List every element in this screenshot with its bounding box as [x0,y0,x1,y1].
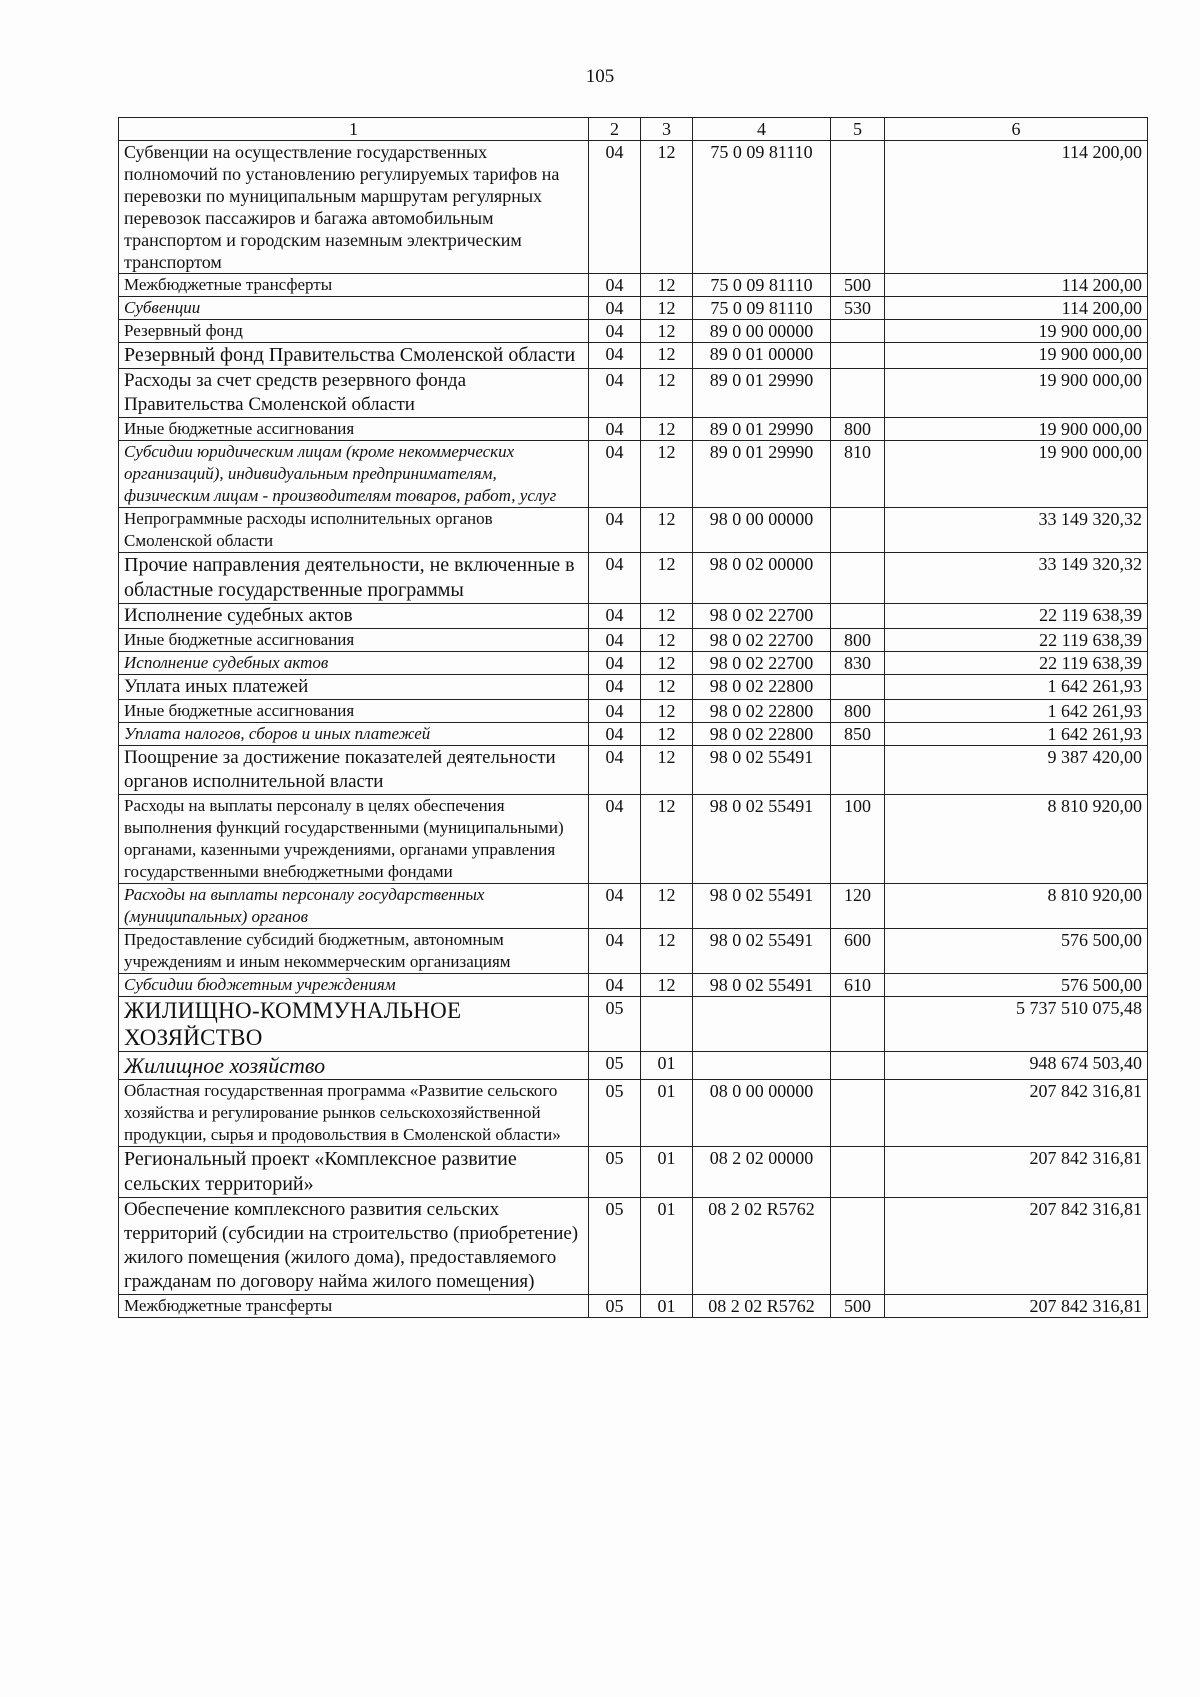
cell-section: 04 [589,141,641,274]
cell-name: Межбюджетные трансферты [119,274,589,297]
cell-section: 04 [589,652,641,675]
header-col-target-article: 4 [693,118,831,141]
cell-name: Иные бюджетные ассигнования [119,418,589,441]
cell-amount: 19 900 000,00 [885,343,1148,369]
cell-expense-type: 800 [831,700,885,723]
cell-target-article: 98 0 02 55491 [693,884,831,929]
table-row [119,652,1148,675]
cell-target-article: 75 0 09 81110 [693,141,831,274]
cell-target-article: 08 2 02 R5762 [693,1198,831,1295]
table-row [119,723,1148,746]
cell-amount: 33 149 320,32 [885,553,1148,604]
cell-section: 04 [589,974,641,997]
cell-name: Жилищное хозяйство [119,1052,589,1080]
cell-section: 05 [589,1198,641,1295]
cell-amount: 207 842 316,81 [885,1147,1148,1198]
cell-subsection: 12 [641,141,693,274]
cell-subsection: 01 [641,1052,693,1080]
cell-section: 04 [589,604,641,629]
cell-amount: 948 674 503,40 [885,1052,1148,1080]
cell-section: 04 [589,700,641,723]
cell-subsection: 12 [641,604,693,629]
cell-target-article: 98 0 00 00000 [693,508,831,553]
cell-expense-type: 500 [831,274,885,297]
cell-section: 04 [589,369,641,418]
cell-amount: 9 387 420,00 [885,746,1148,795]
cell-subsection: 12 [641,343,693,369]
cell-name: Межбюджетные трансферты [119,1295,589,1318]
cell-subsection: 01 [641,1147,693,1198]
table-row [119,746,1148,795]
cell-amount: 576 500,00 [885,974,1148,997]
cell-target-article: 89 0 01 29990 [693,369,831,418]
cell-name: Исполнение судебных актов [119,652,589,675]
cell-name: Региональный проект «Комплексное развитие сельских территорий» [119,1147,589,1198]
cell-subsection: 12 [641,929,693,974]
cell-name: Областная государственная программа «Развитие сельского хозяйства и регулирование рынков сельскохозяйственной продукции, сырья и продовольствия в Смоленской области» [119,1080,589,1147]
cell-amount: 207 842 316,81 [885,1080,1148,1147]
cell-subsection: 12 [641,441,693,508]
cell-amount: 114 200,00 [885,274,1148,297]
cell-target-article: 98 0 02 22800 [693,675,831,700]
cell-expense-type: 600 [831,929,885,974]
header-col-expense-type: 5 [831,118,885,141]
cell-subsection: 12 [641,320,693,343]
cell-subsection: 12 [641,418,693,441]
cell-section: 04 [589,343,641,369]
cell-section: 04 [589,320,641,343]
table-row [119,884,1148,929]
cell-expense-type: 850 [831,723,885,746]
cell-target-article: 89 0 01 29990 [693,441,831,508]
cell-target-article: 08 2 02 00000 [693,1147,831,1198]
cell-name: Исполнение судебных актов [119,604,589,629]
cell-expense-type [831,604,885,629]
cell-target-article: 98 0 02 22700 [693,604,831,629]
cell-section: 04 [589,929,641,974]
cell-subsection: 12 [641,675,693,700]
cell-expense-type: 530 [831,297,885,320]
cell-name: Резервный фонд Правительства Смоленской области [119,343,589,369]
table-row [119,675,1148,700]
cell-expense-type: 830 [831,652,885,675]
cell-section: 05 [589,1080,641,1147]
cell-name: Уплата налогов, сборов и иных платежей [119,723,589,746]
cell-target-article: 98 0 02 22700 [693,629,831,652]
table-row [119,369,1148,418]
cell-name: Субсидии бюджетным учреждениям [119,974,589,997]
cell-section: 04 [589,884,641,929]
cell-subsection: 12 [641,508,693,553]
cell-amount: 33 149 320,32 [885,508,1148,553]
cell-section: 04 [589,508,641,553]
page-number: 105 [585,66,615,87]
cell-expense-type [831,508,885,553]
table-row [119,929,1148,974]
cell-amount: 1 642 261,93 [885,723,1148,746]
cell-expense-type: 800 [831,629,885,652]
cell-section: 05 [589,997,641,1052]
cell-target-article: 08 2 02 R5762 [693,1295,831,1318]
cell-name: Уплата иных платежей [119,675,589,700]
cell-expense-type [831,141,885,274]
cell-amount: 8 810 920,00 [885,795,1148,884]
table-row [119,508,1148,553]
cell-target-article: 98 0 02 55491 [693,929,831,974]
cell-expense-type [831,553,885,604]
cell-name: Расходы на выплаты персоналу в целях обеспечения выполнения функций государственными (муниципальными) органами, казенными учреждениями, органами управления государственными внебюджетными фондами [119,795,589,884]
cell-subsection: 12 [641,369,693,418]
cell-subsection: 12 [641,795,693,884]
table-row [119,343,1148,369]
cell-section: 05 [589,1295,641,1318]
table-row [119,1295,1148,1318]
cell-expense-type: 100 [831,795,885,884]
cell-section: 04 [589,675,641,700]
cell-target-article: 75 0 09 81110 [693,274,831,297]
cell-expense-type [831,1198,885,1295]
cell-expense-type: 500 [831,1295,885,1318]
cell-amount: 5 737 510 075,48 [885,997,1148,1052]
cell-target-article: 98 0 02 00000 [693,553,831,604]
table-row [119,297,1148,320]
table-row [119,274,1148,297]
cell-expense-type: 810 [831,441,885,508]
cell-section: 04 [589,629,641,652]
cell-amount: 19 900 000,00 [885,441,1148,508]
cell-expense-type [831,1052,885,1080]
cell-name: Прочие направления деятельности, не включенные в областные государственные программы [119,553,589,604]
header-row [119,118,1148,141]
cell-section: 04 [589,274,641,297]
cell-expense-type: 800 [831,418,885,441]
cell-section: 04 [589,441,641,508]
cell-expense-type [831,1080,885,1147]
cell-target-article: 98 0 02 55491 [693,746,831,795]
table-row [119,553,1148,604]
cell-amount: 207 842 316,81 [885,1198,1148,1295]
cell-expense-type [831,675,885,700]
table-body [119,141,1148,1318]
cell-amount: 19 900 000,00 [885,320,1148,343]
cell-amount: 576 500,00 [885,929,1148,974]
cell-section: 04 [589,723,641,746]
cell-amount: 8 810 920,00 [885,884,1148,929]
cell-name: Резервный фонд [119,320,589,343]
cell-amount: 114 200,00 [885,141,1148,274]
cell-amount: 22 119 638,39 [885,629,1148,652]
cell-section: 05 [589,1052,641,1080]
cell-subsection: 12 [641,700,693,723]
cell-subsection: 12 [641,274,693,297]
table-row [119,1147,1148,1198]
cell-expense-type [831,746,885,795]
cell-expense-type [831,1147,885,1198]
cell-expense-type: 120 [831,884,885,929]
cell-name: Расходы на выплаты персоналу государственных (муниципальных) органов [119,884,589,929]
header-col-section: 2 [589,118,641,141]
cell-name: Субвенции на осуществление государственных полномочий по установлению регулируемых тарифов на перевозки по муниципальным маршрутам регулярных перевозок пассажиров и багажа автомобильным транспортом и городским наземным электрическим транспортом [119,141,589,274]
cell-name: Поощрение за достижение показателей деятельности органов исполнительной власти [119,746,589,795]
table-row [119,795,1148,884]
cell-target-article [693,1052,831,1080]
cell-subsection: 12 [641,629,693,652]
cell-name: Субсидии юридическим лицам (кроме некоммерческих организаций), индивидуальным предпринимателям, физическим лицам - производителям товаров, работ, услуг [119,441,589,508]
cell-amount: 19 900 000,00 [885,369,1148,418]
cell-target-article: 89 0 00 00000 [693,320,831,343]
budget-table [118,117,1148,1318]
cell-name: Предоставление субсидий бюджетным, автономным учреждениям и иным некоммерческим организациям [119,929,589,974]
cell-section: 04 [589,418,641,441]
cell-amount: 22 119 638,39 [885,604,1148,629]
cell-subsection: 12 [641,974,693,997]
cell-subsection: 01 [641,1080,693,1147]
cell-name: Расходы за счет средств резервного фонда Правительства Смоленской области [119,369,589,418]
cell-subsection [641,997,693,1052]
cell-target-article: 98 0 02 22700 [693,652,831,675]
cell-name: Иные бюджетные ассигнования [119,629,589,652]
cell-section: 04 [589,795,641,884]
header-col-amount: 6 [885,118,1148,141]
cell-name: Непрограммные расходы исполнительных органов Смоленской области [119,508,589,553]
cell-section: 04 [589,553,641,604]
table-row [119,629,1148,652]
cell-amount: 114 200,00 [885,297,1148,320]
cell-target-article: 89 0 01 00000 [693,343,831,369]
cell-target-article: 98 0 02 55491 [693,795,831,884]
cell-expense-type [831,343,885,369]
cell-target-article: 98 0 02 22800 [693,723,831,746]
cell-expense-type: 610 [831,974,885,997]
cell-section: 04 [589,297,641,320]
cell-target-article: 98 0 02 55491 [693,974,831,997]
cell-target-article: 75 0 09 81110 [693,297,831,320]
table-row [119,997,1148,1052]
cell-name: Иные бюджетные ассигнования [119,700,589,723]
table-row [119,1052,1148,1080]
table-header [119,118,1148,141]
table-row [119,700,1148,723]
cell-subsection: 12 [641,553,693,604]
header-col-subsection: 3 [641,118,693,141]
table-row [119,418,1148,441]
cell-subsection: 12 [641,884,693,929]
cell-target-article [693,997,831,1052]
cell-target-article: 98 0 02 22800 [693,700,831,723]
table-row [119,1080,1148,1147]
table-row [119,320,1148,343]
table-row [119,974,1148,997]
cell-amount: 19 900 000,00 [885,418,1148,441]
cell-subsection: 12 [641,297,693,320]
cell-amount: 1 642 261,93 [885,675,1148,700]
cell-name: Субвенции [119,297,589,320]
cell-amount: 1 642 261,93 [885,700,1148,723]
cell-subsection: 01 [641,1295,693,1318]
cell-target-article: 89 0 01 29990 [693,418,831,441]
cell-expense-type [831,369,885,418]
table-row [119,141,1148,274]
cell-subsection: 12 [641,652,693,675]
table-row [119,441,1148,508]
table-row [119,1198,1148,1295]
cell-section: 04 [589,746,641,795]
cell-expense-type [831,997,885,1052]
cell-expense-type [831,320,885,343]
table-row [119,604,1148,629]
cell-amount: 22 119 638,39 [885,652,1148,675]
cell-section: 05 [589,1147,641,1198]
header-col-name: 1 [119,118,589,141]
cell-target-article: 08 0 00 00000 [693,1080,831,1147]
cell-subsection: 01 [641,1198,693,1295]
cell-amount: 207 842 316,81 [885,1295,1148,1318]
cell-subsection: 12 [641,723,693,746]
cell-name: ЖИЛИЩНО-КОММУНАЛЬНОЕ ХОЗЯЙСТВО [119,997,589,1052]
cell-name: Обеспечение комплексного развития сельских территорий (субсидии на строительство (приобретение) жилого помещения (жилого дома), предоставляемого гражданам по договору найма жилого помещения) [119,1198,589,1295]
cell-subsection: 12 [641,746,693,795]
